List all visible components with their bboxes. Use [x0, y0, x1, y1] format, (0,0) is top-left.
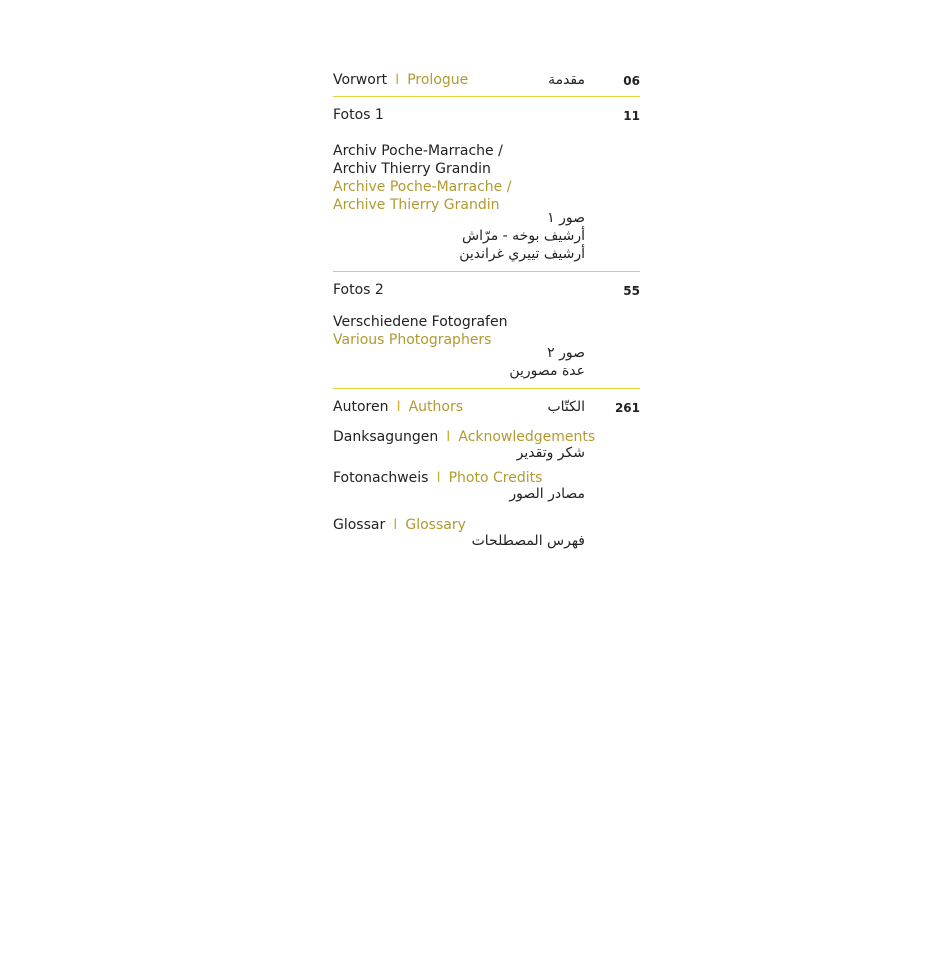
prologue-title-ar: مقدمة: [548, 72, 585, 88]
separator: I: [396, 399, 401, 415]
divider: [333, 388, 640, 389]
toc-entry-glossary[interactable]: [333, 516, 466, 534]
photos1-ar-line-2: أرشيف بوخه - مرّاش: [462, 228, 585, 244]
photos2-title[interactable]: Fotos 2: [333, 282, 384, 298]
photo-credits-title-ar: مصادر الصور: [509, 486, 585, 502]
authors-title-ar: الكتّاب: [547, 399, 585, 415]
photos1-de-line-1: Archiv Poche-Marrache /: [333, 143, 503, 159]
photos1-en-line-1: Archive Poche-Marrache /: [333, 179, 512, 195]
divider: [333, 96, 640, 97]
acknowledgements-title-en: Acknowledgements: [458, 429, 596, 445]
authors-title-de: Autoren: [333, 399, 389, 415]
photos2-ar-line-1: صور ٢: [547, 345, 585, 361]
photos1-ar-line-1: صور ١: [547, 210, 585, 226]
separator: I: [393, 517, 398, 533]
prologue-title-de: Vorwort: [333, 72, 388, 88]
glossary-title-de: Glossar: [333, 517, 386, 533]
photos1-ar-line-3: أرشيف تييري غراندين: [459, 246, 585, 262]
photos2-de-line: Verschiedene Fotografen: [333, 314, 508, 330]
glossary-title-ar: فهرس المصطلحات: [471, 533, 585, 549]
separator: I: [395, 72, 400, 88]
divider: [333, 271, 640, 272]
photos2-page-number: 55: [623, 284, 640, 298]
photos1-en-line-2: Archive Thierry Grandin: [333, 197, 500, 213]
toc-entry-authors[interactable]: [333, 398, 463, 416]
photos2-en-line: Various Photographers: [333, 332, 492, 348]
photos1-de-line-2: Archiv Thierry Grandin: [333, 161, 491, 177]
photo-credits-title-en: Photo Credits: [448, 470, 543, 486]
toc-entry-prologue[interactable]: [333, 71, 468, 89]
acknowledgements-title-ar: شكر وتقدير: [516, 445, 585, 461]
prologue-title-en: Prologue: [407, 72, 469, 88]
photo-credits-title-de: Fotonachweis: [333, 470, 429, 486]
separator: I: [436, 470, 441, 486]
prologue-page-number: 06: [623, 74, 640, 88]
glossary-title-en: Glossary: [405, 517, 466, 533]
acknowledgements-title-de: Danksagungen: [333, 429, 439, 445]
separator: I: [446, 429, 451, 445]
photos1-title[interactable]: Fotos 1: [333, 107, 384, 123]
photos1-page-number: 11: [623, 109, 640, 123]
authors-title-en: Authors: [408, 399, 464, 415]
authors-page-number: 261: [614, 401, 640, 415]
photos2-ar-line-2: عدة مصورين: [509, 363, 585, 379]
